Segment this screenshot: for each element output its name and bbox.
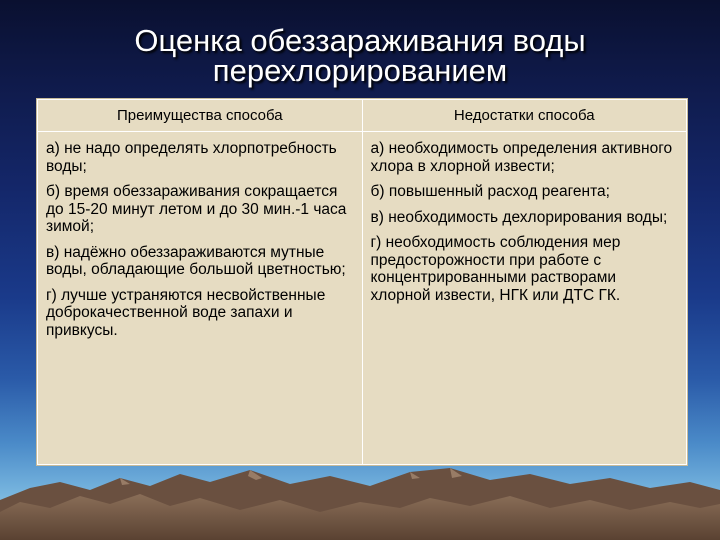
advantage-item: в) надёжно обеззараживаются мутные воды, обладающие большой цветностью;	[46, 243, 346, 278]
advantage-item: б) время обеззараживания сокращается до 15-20 минут летом и до 30 мин.-1 часа зимой;	[46, 183, 347, 235]
disadvantage-item: г) необходимость соблюдения мер предосторожности при работе с концентрированными растворами хлорной извести, НГК или ДТС ГК.	[370, 234, 621, 304]
table-header-row	[38, 100, 687, 132]
advantages-cell	[38, 132, 363, 465]
slide-title	[0, 23, 720, 88]
advantage-item: а) не надо определять хлорпотребность воды;	[46, 140, 337, 175]
title-line-2: перехлорированием	[212, 53, 508, 88]
disadvantages-cell	[362, 132, 687, 465]
mountain-range-illustration	[0, 460, 720, 540]
header-advantages: Преимущества способа	[38, 100, 363, 132]
disadvantage-item: б) повышенный расход реагента;	[370, 183, 610, 200]
table-row	[38, 132, 687, 465]
disadvantage-item: в) необходимость дехлорирования воды;	[370, 208, 668, 226]
advantage-item: г) лучше устраняются несвойственные доброкачественной воде запахи и привкусы.	[46, 286, 326, 339]
disadvantage-item: а) необходимость определения активного хлора в хлорной извести;	[370, 140, 673, 175]
header-disadvantages: Недостатки способа	[362, 100, 687, 132]
title-line-1: Оценка обеззараживания воды	[134, 23, 586, 58]
comparison-table	[36, 98, 688, 466]
